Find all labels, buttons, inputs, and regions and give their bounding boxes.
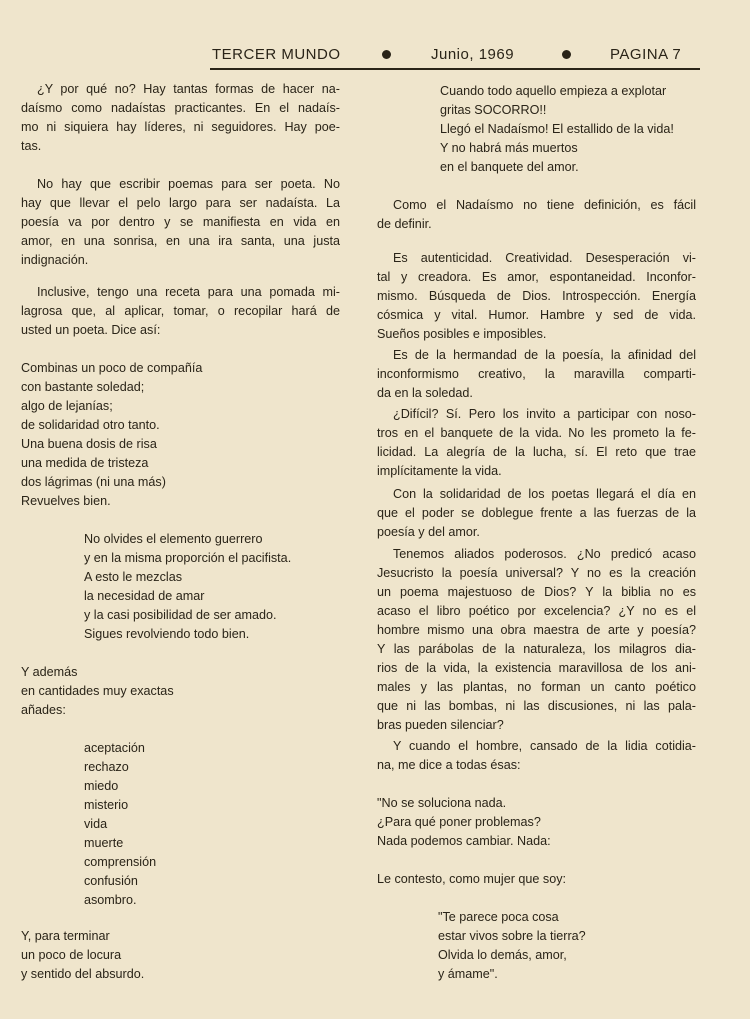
verse-line: "Te parece poca cosa [438, 910, 559, 924]
text-line: mismo. Búsqueda de Dios. Introspección. Energía [377, 289, 696, 303]
verse-line: Y, para terminar [21, 929, 110, 943]
verse-line: añades: [21, 703, 66, 717]
text-line: cósmica y vital. Humor. Hambre y sed de vida. [377, 308, 696, 322]
text-line: tal y creadora. Es amor, espontaneidad. Inconfor- [377, 270, 696, 284]
ingredient-item: confusión [84, 874, 138, 888]
text-line: licidad. La alegría de la lucha, sí. El reto que trae [377, 445, 696, 459]
verse-line: Cuando todo aquello empieza a explotar [440, 84, 667, 98]
verse-line: No olvides el elemento guerrero [84, 532, 263, 546]
text-line: amor, en una sonrisa, en una ira santa, una justa [21, 234, 340, 248]
verse-line: una medida de tristeza [21, 456, 149, 470]
text-line: da en la soledad. [377, 386, 473, 400]
verse-line: Y no habrá más muertos [440, 141, 578, 155]
text-line: hombre mismo una obra maestra de arte y poesía? [377, 623, 696, 637]
verse-line: "No se soluciona nada. [377, 796, 507, 810]
verse-line: y ámame". [438, 967, 498, 981]
verse-line: un poco de locura [21, 948, 122, 962]
text-line: mo ni siquiera hay líderes, ni seguidores. Hay poe- [21, 120, 340, 134]
text-line: un poema majestuoso de Dios? Y la biblia no es [377, 585, 696, 599]
text-line: ¿Y por qué no? Hay tantas formas de hacer na- [37, 82, 340, 96]
text-line: bras pueden silenciar? [377, 718, 504, 732]
verse-line: y la casi posibilidad de ser amado. [84, 608, 277, 622]
text-line: que ni las bombas, ni las discusiones, ni las pala- [377, 699, 696, 713]
verse-line: de solidaridad otro tanto. [21, 418, 160, 432]
issue-date: Junio, 1969 [431, 46, 515, 63]
text-line: ¿Difícil? Sí. Pero los invito a participar con noso- [393, 407, 696, 421]
ingredient-item: vida [84, 817, 108, 831]
text-line: Inclusive, tengo una receta para una pomada mi- [37, 285, 340, 299]
verse-line: A esto le mezclas [84, 570, 182, 584]
text-line: inconformismo creativo, la maravilla comparti- [377, 367, 696, 381]
bullet-dot [382, 50, 391, 59]
verse-line: y sentido del absurdo. [21, 967, 145, 981]
text-line: acaso el libro poético por excelencia? ¿Y no es el [377, 604, 696, 618]
text-line: Tenemos aliados poderosos. ¿No predicó acaso [393, 547, 696, 561]
page-number: PAGINA 7 [610, 46, 682, 63]
verse-line: algo de lejanías; [21, 399, 113, 413]
verse-line: Llegó el Nadaísmo! El estallido de la vida! [440, 122, 674, 136]
verse-line: Una buena dosis de risa [21, 437, 157, 451]
text-line: Sueños posibles e imposibles. [377, 327, 547, 341]
ingredient-item: comprensión [84, 855, 157, 869]
text-line: Es autenticidad. Creatividad. Desesperación vi- [393, 251, 696, 265]
verse-line: Y además [21, 665, 78, 679]
text-line: tros en el banquete de la vida. No les prometo la fe- [377, 426, 696, 440]
ingredient-item: rechazo [84, 760, 129, 774]
text-line: poesía y del amor. [377, 525, 480, 539]
text-line: de definir. [377, 217, 432, 231]
text-line: Como el Nadaísmo no tiene definición, es fácil [393, 198, 696, 212]
verse-line: en cantidades muy exactas [21, 684, 174, 698]
text-line: hay que llevar el pelo largo para ser nadaísta. La [21, 196, 340, 210]
text-line: lagrosa que, al aplicar, tomar, o recopilar hará de [21, 304, 340, 318]
verse-line: Combinas un poco de compañía [21, 361, 203, 375]
text-line: tas. [21, 139, 42, 153]
text-line: poesía va por dentro y se manifiesta en vida en [21, 215, 340, 229]
verse-line: con bastante soledad; [21, 380, 145, 394]
verse-line: y en la misma proporción el pacifista. [84, 551, 292, 565]
ingredient-item: aceptación [84, 741, 145, 755]
verse-line: estar vivos sobre la tierra? [438, 929, 586, 943]
text-line: Y las parábolas de la naturaleza, los milagros dia- [377, 642, 696, 656]
verse-line: Sigues revolviendo todo bien. [84, 627, 250, 641]
text-line: No hay que escribir poemas para ser poeta. No [37, 177, 340, 191]
ingredient-item: miedo [84, 779, 119, 793]
text-line: Jesucristo la poesía universal? Y no es la creación [377, 566, 696, 580]
ingredient-item: misterio [84, 798, 129, 812]
page-header [210, 44, 700, 70]
verse-line: Revuelves bien. [21, 494, 111, 508]
text-line: males y las plantas, no forman un canto poético [377, 680, 696, 694]
verse-line: ¿Para qué poner problemas? [377, 815, 541, 829]
verse-line: en el banquete del amor. [440, 160, 579, 174]
publication-name: TERCER MUNDO [212, 46, 341, 63]
verse-line: dos lágrimas (ni una más) [21, 475, 166, 489]
bullet-dot [562, 50, 571, 59]
text-line: que el poder se doblegue frente a las fuerzas de la [377, 506, 696, 520]
text-line: rios de la vida, la existencia maravillosa de los ani- [377, 661, 696, 675]
verse-line: gritas SOCORRO!! [440, 103, 547, 117]
text-line: usted un poeta. Dice así: [21, 323, 161, 337]
ingredient-item: asombro. [84, 893, 137, 907]
text-line: Y cuando el hombre, cansado de la lidia cotidia- [393, 739, 696, 753]
verse-line: la necesidad de amar [84, 589, 205, 603]
text-line: indignación. [21, 253, 89, 267]
text-line: implícitamente la vida. [377, 464, 502, 478]
ingredient-item: muerte [84, 836, 124, 850]
verse-line: Olvida lo demás, amor, [438, 948, 567, 962]
text-line: daísmo como nadaístas practicantes. En el nadaís- [21, 101, 340, 115]
text-line: Es de la hermandad de la poesía, la afinidad del [393, 348, 696, 362]
verse-line: Nada podemos cambiar. Nada: [377, 834, 551, 848]
text-line: Le contesto, como mujer que soy: [377, 872, 567, 886]
text-line: na, me dice a todas ésas: [377, 758, 521, 772]
text-line: Con la solidaridad de los poetas llegará el día en [393, 487, 696, 501]
